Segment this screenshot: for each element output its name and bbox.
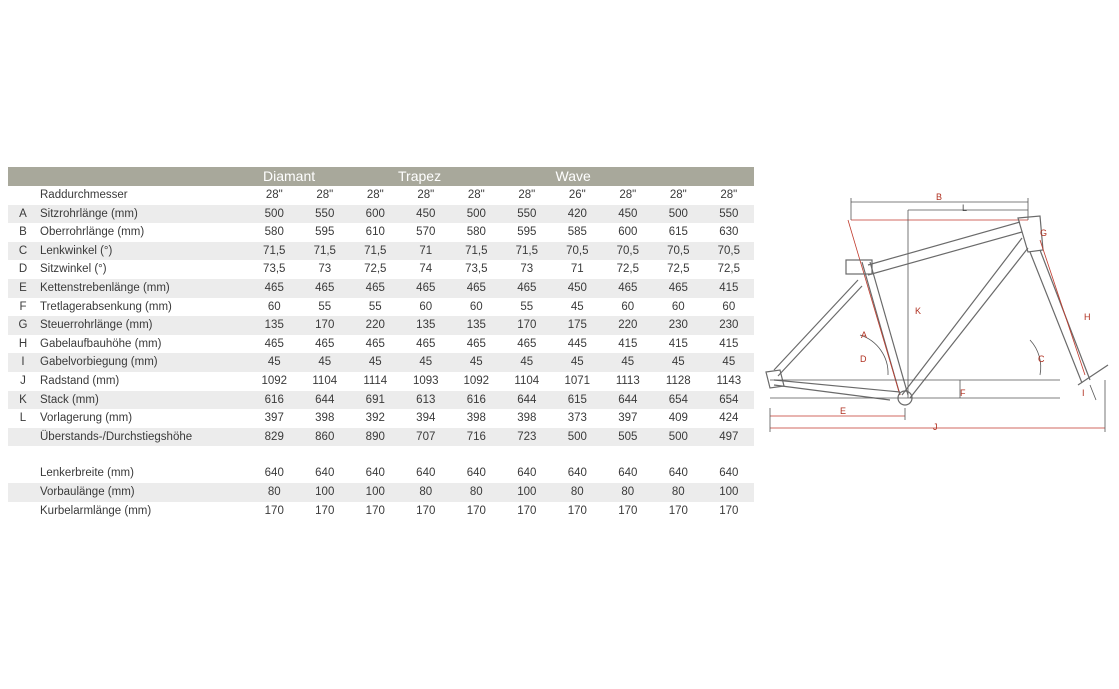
cell-value: 450	[552, 279, 603, 298]
cell-value: 71,5	[249, 242, 300, 261]
cell-value: 71,5	[350, 242, 401, 261]
cell-value: 135	[451, 316, 502, 335]
cell-value: 170	[365, 504, 385, 517]
row-code	[8, 502, 38, 521]
cell-value: 723	[502, 428, 553, 447]
diagram-label-k: K	[915, 306, 922, 316]
cell-value: 613	[401, 391, 452, 410]
row-label: Vorlagerung (mm)	[40, 412, 133, 425]
table-row	[8, 464, 754, 483]
table-row	[8, 223, 754, 242]
table-row	[8, 335, 754, 354]
cell-value: 640	[668, 467, 688, 480]
cell-value: 71,5	[502, 242, 553, 261]
row-label: Vorbaulänge (mm)	[38, 483, 249, 502]
table-row	[8, 391, 754, 410]
row-code: C	[8, 242, 38, 261]
diagram-label-e: E	[840, 406, 847, 416]
cell-value: 595	[517, 226, 537, 239]
cell-value: 691	[350, 391, 401, 410]
cell-value: 465	[401, 279, 452, 298]
cell-value: 71,5	[300, 242, 351, 261]
cell-value: 60	[469, 300, 483, 313]
diagram-label-d: D	[860, 354, 867, 364]
cell-value: 72,5	[717, 263, 741, 276]
cell-value: 465	[264, 337, 284, 350]
cell-value: 73,5	[465, 263, 488, 276]
cell-value: 615	[668, 226, 688, 239]
row-code: G	[8, 316, 38, 335]
cell-value: 500	[653, 428, 704, 447]
cell-value: 70,5	[603, 242, 654, 261]
cell-value: 60	[722, 300, 736, 313]
cell-value: 70,5	[653, 242, 704, 261]
table-row	[8, 186, 754, 205]
diagram-label-f: F	[960, 388, 966, 398]
diagram-label-c: C	[1038, 354, 1045, 364]
row-label: Gabelvorbiegung (mm)	[38, 353, 249, 372]
table-row	[8, 409, 754, 428]
cell-value: 465	[416, 337, 436, 350]
cell-value: 398	[466, 412, 486, 425]
cell-value: 55	[520, 300, 534, 313]
row-label: Überstands-/Durchstiegshöhe	[38, 428, 249, 447]
cell-value: 135	[249, 316, 300, 335]
cell-value: 45	[603, 353, 654, 372]
cell-value: 45	[451, 353, 502, 372]
cell-value: 28"	[518, 189, 536, 201]
cell-value: 640	[466, 467, 486, 480]
cell-value: 644	[603, 391, 654, 410]
cell-value: 610	[365, 226, 385, 239]
cell-value: 72,5	[616, 263, 639, 276]
cell-value: 644	[300, 391, 351, 410]
cell-value: 45	[653, 353, 704, 372]
cell-value: 397	[264, 412, 284, 425]
table-row	[8, 205, 754, 224]
cell-value: 465	[466, 337, 486, 350]
row-label: Radstand (mm)	[40, 374, 120, 387]
cell-value: 28"	[619, 189, 637, 201]
cell-value: 1104	[514, 374, 540, 387]
cell-value: 26"	[568, 189, 586, 201]
group-header-diamant: Diamant	[249, 167, 350, 186]
cell-value: 392	[365, 412, 385, 425]
cell-value: 415	[618, 337, 638, 350]
cell-value: 616	[451, 391, 502, 410]
cell-value: 72,5	[667, 263, 690, 276]
cell-value: 45	[552, 353, 603, 372]
table-row	[8, 372, 754, 391]
cell-value: 71	[401, 242, 452, 261]
cell-value: 640	[517, 467, 537, 480]
cell-value: 500	[451, 205, 502, 224]
cell-value: 397	[618, 412, 638, 425]
cell-value: 707	[401, 428, 452, 447]
cell-value: 497	[704, 428, 755, 447]
row-code: A	[8, 205, 38, 224]
cell-value: 445	[567, 337, 587, 350]
cell-value: 505	[603, 428, 654, 447]
cell-value: 70,5	[552, 242, 603, 261]
row-code: H	[18, 337, 28, 350]
cell-value: 394	[416, 412, 436, 425]
cell-value: 80	[603, 483, 654, 502]
cell-value: 500	[249, 205, 300, 224]
cell-value: 585	[567, 226, 587, 239]
cell-value: 80	[653, 483, 704, 502]
cell-value: 580	[466, 226, 486, 239]
cell-value: 45	[704, 353, 755, 372]
diagram-label-h: H	[1084, 312, 1091, 322]
cell-value: 170	[719, 504, 739, 517]
cell-value: 1092	[261, 374, 288, 387]
cell-value: 465	[653, 279, 704, 298]
cell-value: 465	[603, 279, 654, 298]
cell-value: 465	[502, 279, 553, 298]
diagram-label-l: L	[962, 203, 968, 213]
cell-value: 60	[419, 300, 433, 313]
diagram-label-g: G	[1040, 228, 1048, 238]
header-blank	[8, 167, 249, 186]
cell-value: 220	[350, 316, 401, 335]
cell-value: 415	[719, 337, 739, 350]
geometry-table	[8, 167, 754, 520]
cell-value: 28"	[467, 189, 485, 201]
cell-value: 550	[300, 205, 351, 224]
row-label: Gabelaufbauhöhe (mm)	[40, 337, 162, 350]
cell-value: 373	[567, 412, 587, 425]
cell-value: 1114	[363, 374, 388, 387]
row-code: K	[8, 391, 38, 410]
cell-value: 1113	[615, 374, 640, 387]
cell-value: 170	[300, 316, 351, 335]
cell-value: 230	[704, 316, 755, 335]
cell-value: 135	[401, 316, 452, 335]
row-label: Steuerrohrlänge (mm)	[38, 316, 249, 335]
cell-value: 654	[653, 391, 704, 410]
cell-value: 644	[502, 391, 553, 410]
cell-value: 170	[502, 316, 553, 335]
cell-value: 170	[618, 504, 638, 517]
cell-value: 465	[315, 337, 335, 350]
cell-value: 465	[365, 337, 385, 350]
table-row	[8, 298, 754, 317]
diagram-label-j: J	[933, 422, 938, 432]
row-code: F	[19, 300, 27, 313]
cell-value: 45	[350, 353, 401, 372]
cell-value: 74	[419, 263, 433, 276]
cell-value: 640	[719, 467, 739, 480]
row-label: Tretlagerabsenkung (mm)	[40, 300, 172, 313]
cell-value: 409	[668, 412, 688, 425]
cell-value: 1092	[463, 374, 490, 387]
cell-value: 100	[350, 483, 401, 502]
cell-value: 45	[570, 300, 584, 313]
cell-value: 1071	[564, 374, 591, 387]
cell-value: 465	[249, 279, 300, 298]
row-code	[8, 483, 38, 502]
cell-value: 45	[401, 353, 452, 372]
cell-value: 170	[416, 504, 436, 517]
cell-value: 640	[264, 467, 284, 480]
cell-value: 500	[552, 428, 603, 447]
row-label: Sitzwinkel (°)	[40, 263, 107, 276]
cell-value: 80	[249, 483, 300, 502]
cell-value: 890	[350, 428, 401, 447]
cell-value: 465	[517, 337, 537, 350]
cell-value: 640	[416, 467, 436, 480]
cell-value: 654	[704, 391, 755, 410]
cell-value: 630	[719, 226, 739, 239]
cell-value: 1093	[412, 374, 439, 387]
cell-value: 28"	[669, 189, 687, 201]
group-header-trapez: Trapez	[350, 167, 502, 186]
row-label: Kurbelarmlänge (mm)	[40, 504, 152, 517]
cell-value: 415	[704, 279, 755, 298]
cell-value: 860	[300, 428, 351, 447]
cell-value: 55	[318, 300, 332, 313]
row-code: D	[18, 263, 28, 276]
cell-value: 170	[264, 504, 284, 517]
cell-value: 398	[517, 412, 537, 425]
cell-value: 450	[401, 205, 452, 224]
group-header-wave: Wave	[502, 167, 755, 186]
diagram-label-a: A	[861, 330, 868, 340]
cell-value: 45	[300, 353, 351, 372]
cell-value: 500	[653, 205, 704, 224]
cell-value: 45	[249, 353, 300, 372]
cell-value: 615	[552, 391, 603, 410]
diagram-label-b: B	[936, 192, 943, 202]
row-label: Oberrohrlänge (mm)	[40, 226, 145, 239]
cell-value: 45	[502, 353, 553, 372]
row-code	[8, 186, 38, 205]
row-code	[8, 428, 38, 447]
cell-value: 170	[466, 504, 486, 517]
cell-value: 420	[552, 205, 603, 224]
cell-value: 28"	[720, 189, 738, 201]
cell-value: 170	[567, 504, 587, 517]
row-code: L	[19, 412, 27, 425]
cell-value: 71	[570, 263, 584, 276]
cell-value: 73	[520, 263, 534, 276]
cell-value: 28"	[316, 189, 334, 201]
cell-value: 640	[315, 467, 335, 480]
row-code: I	[8, 353, 38, 372]
row-label: Stack (mm)	[38, 391, 249, 410]
cell-value: 80	[451, 483, 502, 502]
row-label: Raddurchmesser	[40, 189, 128, 201]
cell-value: 220	[603, 316, 654, 335]
cell-value: 1128	[665, 374, 691, 387]
cell-value: 595	[315, 226, 335, 239]
cell-value: 60	[267, 300, 281, 313]
cell-value: 55	[368, 300, 382, 313]
table-spacer	[8, 446, 754, 464]
cell-value: 465	[350, 279, 401, 298]
cell-value: 70,5	[704, 242, 755, 261]
cell-value: 73,5	[263, 263, 286, 276]
table-row	[8, 483, 754, 502]
bike-frame-diagram	[760, 180, 1119, 440]
cell-value: 80	[552, 483, 603, 502]
cell-value: 424	[719, 412, 739, 425]
cell-value: 640	[567, 467, 587, 480]
group-header-row	[8, 167, 754, 186]
cell-value: 71,5	[451, 242, 502, 261]
cell-value: 415	[668, 337, 688, 350]
cell-value: 600	[618, 226, 638, 239]
cell-value: 600	[350, 205, 401, 224]
table-row	[8, 279, 754, 298]
cell-value: 170	[668, 504, 688, 517]
cell-value: 829	[249, 428, 300, 447]
cell-value: 60	[621, 300, 635, 313]
row-code: E	[8, 279, 38, 298]
table-row	[8, 428, 754, 447]
row-code: J	[20, 374, 26, 387]
cell-value: 570	[416, 226, 436, 239]
row-label: Lenkwinkel (°)	[38, 242, 249, 261]
diagram-label-i: I	[1082, 388, 1085, 398]
row-code: B	[19, 226, 27, 239]
cell-value: 465	[300, 279, 351, 298]
table-row	[8, 260, 754, 279]
table-row	[8, 316, 754, 335]
cell-value: 28"	[265, 189, 283, 201]
cell-value: 716	[451, 428, 502, 447]
cell-value: 640	[618, 467, 638, 480]
table-row	[8, 502, 754, 521]
cell-value: 616	[249, 391, 300, 410]
cell-value: 1104	[312, 374, 338, 387]
cell-value: 73	[318, 263, 332, 276]
cell-value: 80	[401, 483, 452, 502]
row-label: Sitzrohrlänge (mm)	[38, 205, 249, 224]
cell-value: 465	[451, 279, 502, 298]
cell-value: 100	[704, 483, 755, 502]
cell-value: 100	[300, 483, 351, 502]
cell-value: 175	[552, 316, 603, 335]
cell-value: 28"	[417, 189, 435, 201]
table-row	[8, 353, 754, 372]
cell-value: 230	[653, 316, 704, 335]
row-label: Kettenstrebenlänge (mm)	[38, 279, 249, 298]
cell-value: 170	[517, 504, 537, 517]
row-label: Lenkerbreite (mm)	[40, 467, 134, 480]
cell-value: 550	[502, 205, 553, 224]
cell-value: 580	[264, 226, 284, 239]
cell-value: 640	[365, 467, 385, 480]
cell-value: 398	[315, 412, 335, 425]
cell-value: 28"	[366, 189, 384, 201]
table-row	[8, 242, 754, 261]
row-code	[8, 464, 38, 483]
cell-value: 72,5	[364, 263, 387, 276]
cell-value: 60	[671, 300, 685, 313]
cell-value: 1143	[716, 374, 742, 387]
cell-value: 100	[502, 483, 553, 502]
cell-value: 550	[704, 205, 755, 224]
cell-value: 450	[603, 205, 654, 224]
cell-value: 170	[315, 504, 335, 517]
